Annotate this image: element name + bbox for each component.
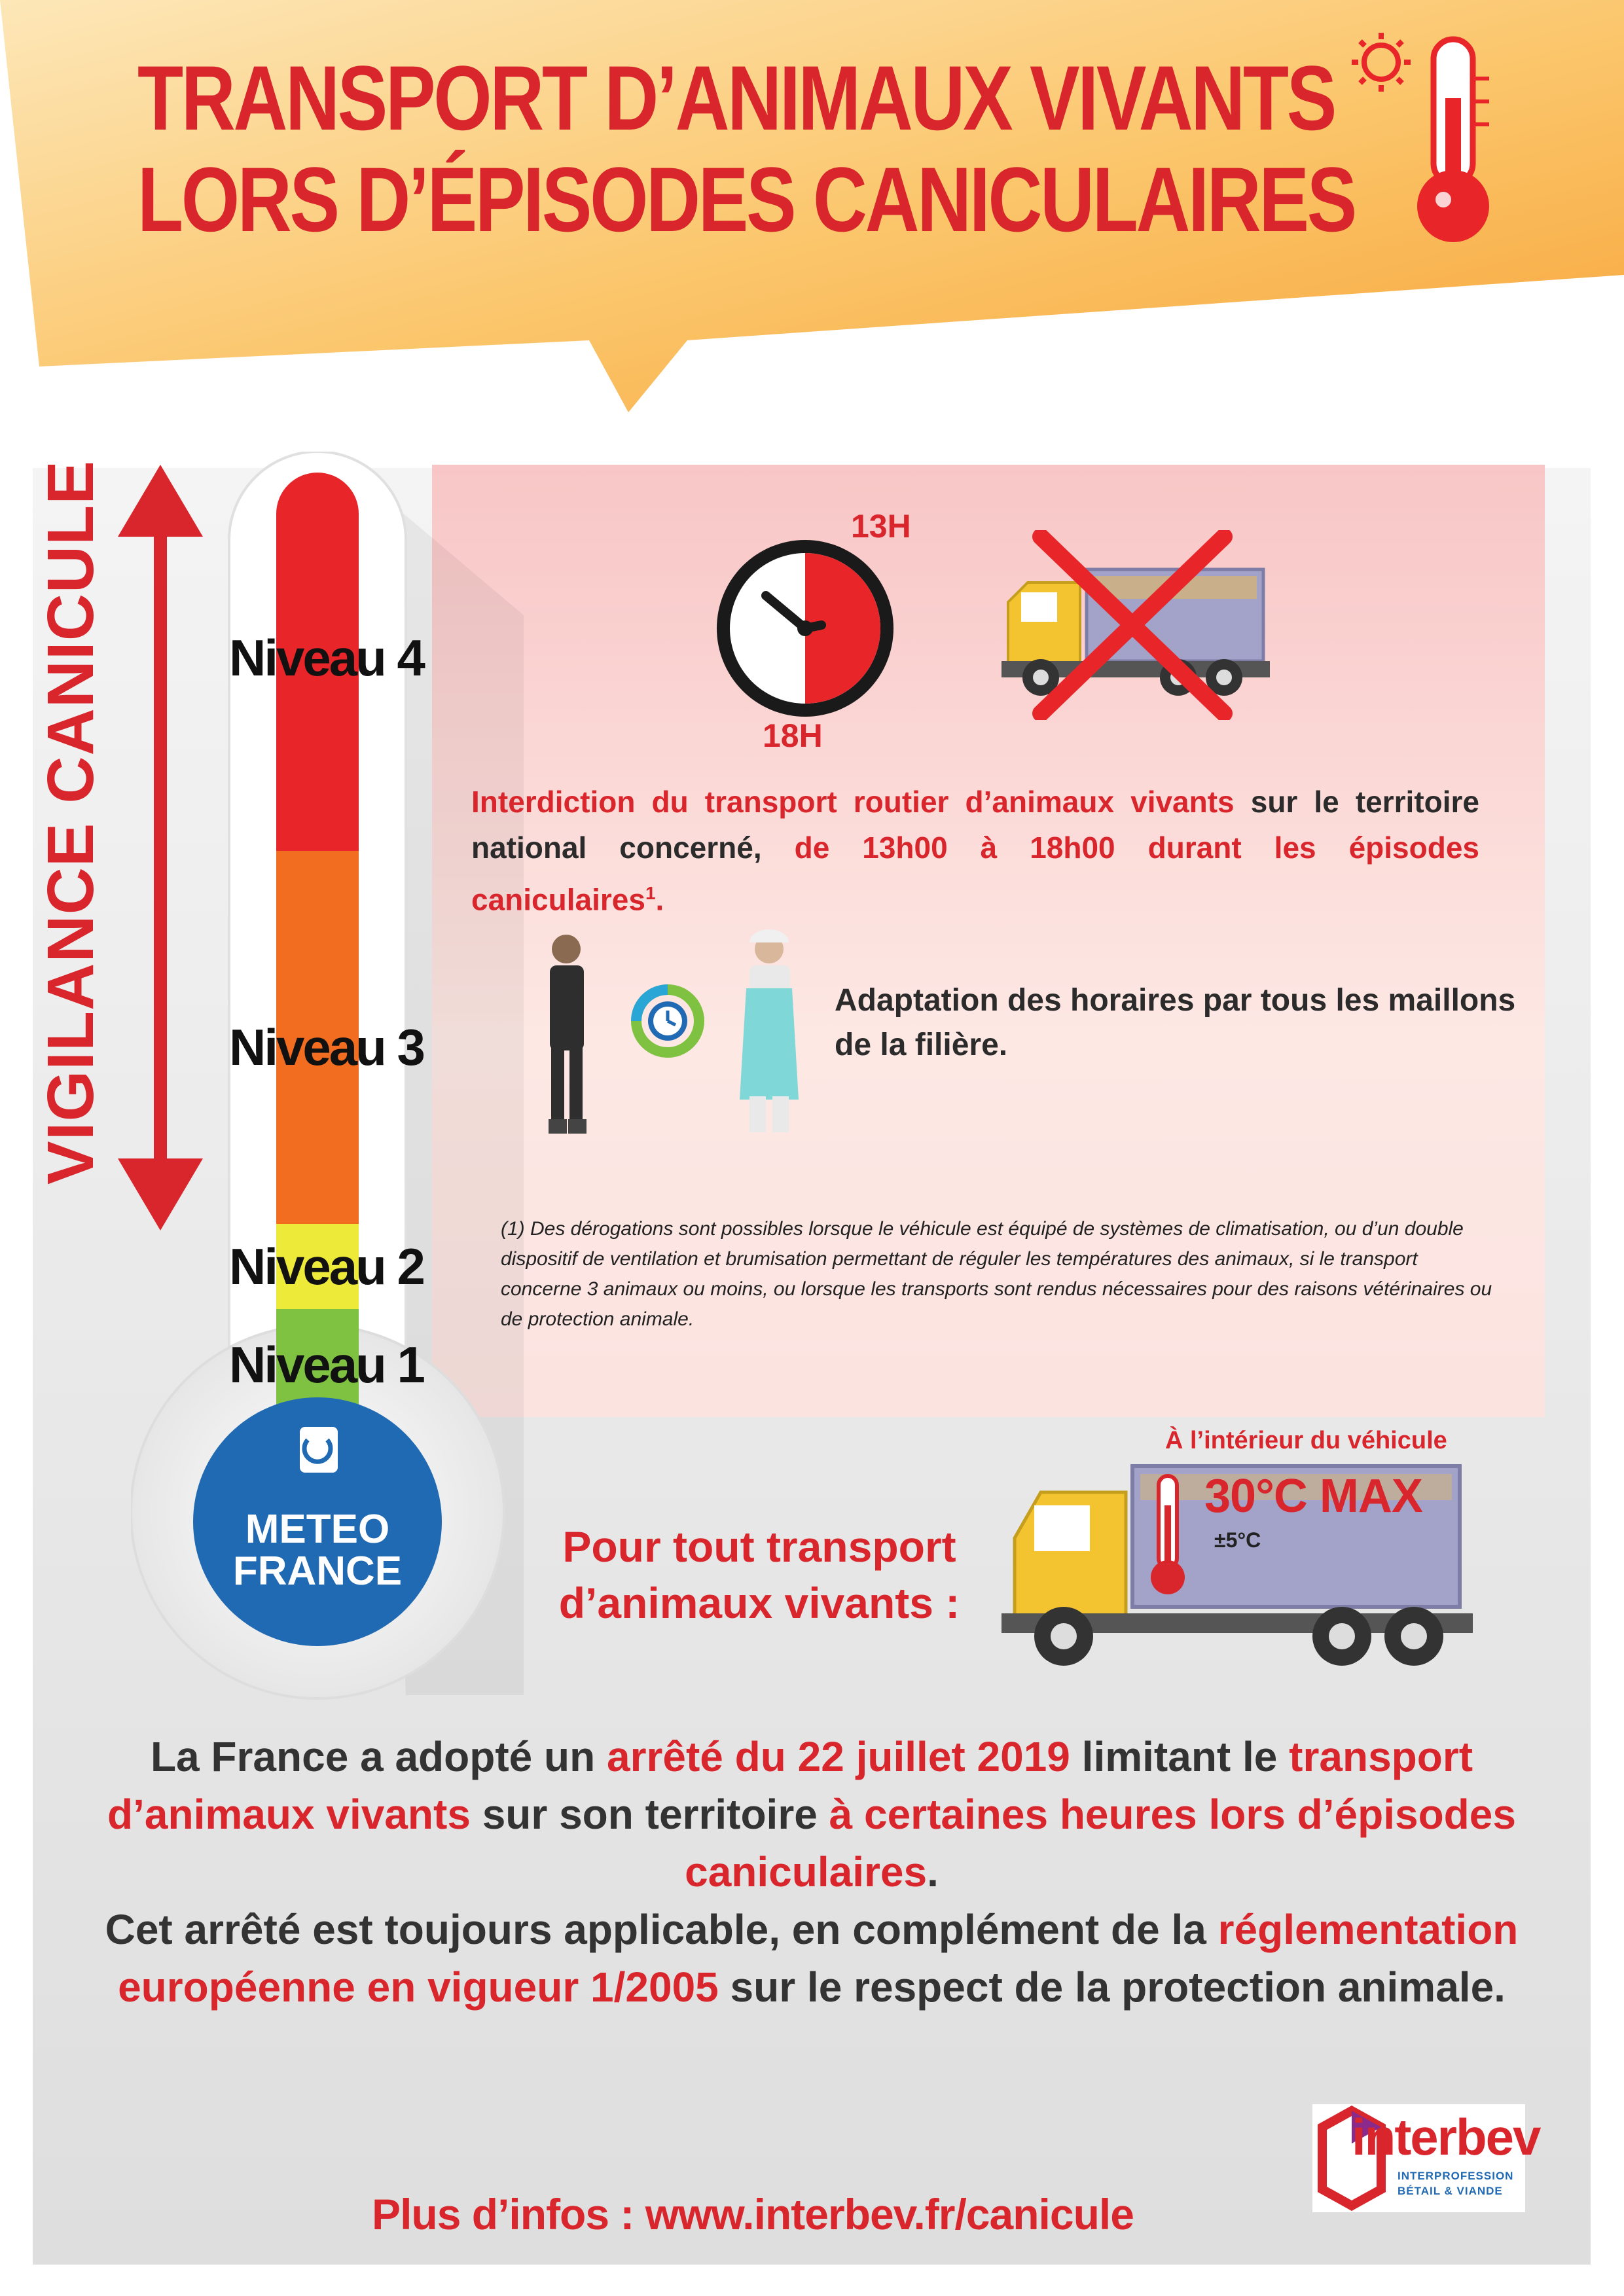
truck-max-temp: 30°C MAX <box>1204 1470 1422 1522</box>
main-statement <box>52 1728 1571 2016</box>
main-t2: arrêté du 22 juillet 2019 <box>606 1733 1070 1780</box>
level-4-label: Niveau 4 <box>229 629 424 687</box>
main-t10: sur le respect de la protection animale. <box>718 1964 1506 2011</box>
main-t1: La France a adopté un <box>150 1733 607 1780</box>
meteo-france-logo <box>226 1509 409 1592</box>
meteo-logo-line2: FRANCE <box>232 1549 403 1594</box>
workers-cycle-icon <box>524 929 812 1145</box>
page-title-line1: TRANSPORT D’ANIMAUX VIVANTS <box>137 46 1335 149</box>
page-title-line2: LORS D’ÉPISODES CANICULAIRES <box>137 148 1355 251</box>
level-3-label: Niveau 3 <box>229 1018 424 1076</box>
clock-icon <box>710 533 900 723</box>
interbev-sub2: BÉTAIL & VIANDE <box>1398 2185 1503 2197</box>
truck-temp-tolerance: ±5°C <box>1214 1528 1261 1552</box>
footnote-ref: 1 <box>645 883 656 903</box>
interdiction-part1: Interdiction du transport routier d’animaux vivants <box>471 785 1235 819</box>
truck-inside-label: À l’intérieur du véhicule <box>1165 1427 1447 1454</box>
interbev-sub1: INTERPROFESSION <box>1398 2170 1514 2182</box>
level-2-label: Niveau 2 <box>229 1238 424 1295</box>
interbev-wordmark: interbev <box>1352 2108 1540 2166</box>
main-t4: transport d’animaux vivants <box>107 1733 1473 1838</box>
clock-end-label: 18H <box>763 717 823 754</box>
interdiction-part4: . <box>655 882 664 917</box>
more-info-link[interactable]: Plus d’infos : www.interbev.fr/canicule <box>372 2190 1134 2238</box>
main-t5: sur son territoire <box>470 1791 829 1838</box>
main-t8: Cet arrêté est toujours applicable, en complément de la <box>105 1906 1218 1953</box>
adaptation-text: Adaptation des horaires par tous les maillons de la filière. <box>835 983 1516 1062</box>
main-t9: réglementation européenne en vigueur 1/2005 <box>118 1906 1519 2011</box>
footnote-text: (1) Des dérogations sont possibles lorsque le véhicule est équipé de systèmes de climatisation, ou d’un double dispositif de ventilation et brumisation permettant de réguler les températures des animaux, si le transport concerne 3 animaux ou moins, ou lorsque les transports sont rendus nécessaires pour des raisons vétérinaires ou de protection animale. <box>501 1218 1492 1330</box>
meteo-logo-line1: METEO <box>245 1507 390 1552</box>
interdiction-part2: sur le territoire national concerné, <box>471 785 1479 865</box>
forbidden-truck-icon <box>1001 530 1276 720</box>
sun-thermometer-icon <box>1335 20 1506 255</box>
interdiction-part3: de 13h00 à 18h00 durant les épisodes caniculaires <box>471 831 1479 917</box>
clock-start-label: 13H <box>851 508 911 545</box>
level-1-label: Niveau 1 <box>229 1336 424 1393</box>
main-t7: . <box>927 1848 939 1895</box>
vigilance-label: VIGILANCE CANICULE <box>34 460 107 1185</box>
main-t3: limitant le <box>1070 1733 1290 1780</box>
main-t6: à certaines heures lors d’épisodes caniculaires <box>685 1791 1516 1895</box>
interdiction-text <box>471 779 1479 922</box>
pour-tout-transport: Pour tout transport d’animaux vivants : <box>558 1522 960 1627</box>
